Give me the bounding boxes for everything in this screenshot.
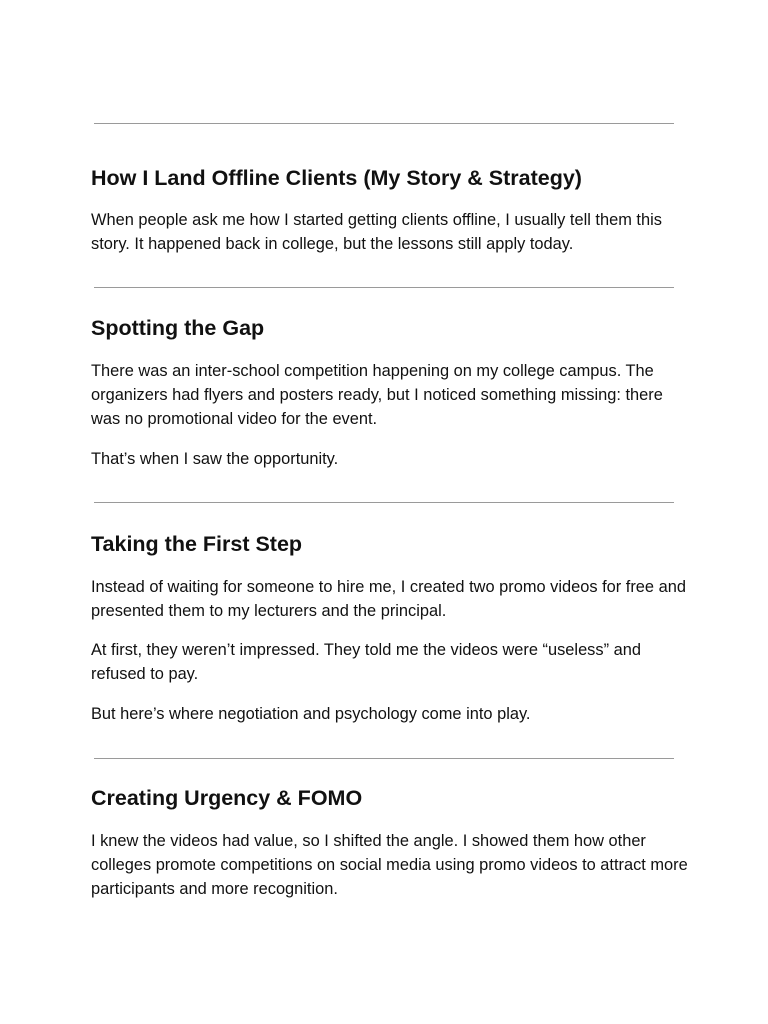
- section-divider: [94, 287, 674, 288]
- paragraph: When people ask me how I started getting clients offline, I usually tell them this story. It happened back in college, but the lessons still apply today.: [91, 211, 662, 253]
- paragraph: I knew the videos had value, so I shifted the angle. I showed them how other colleges promote competitions on social media using promo videos to attract more participants and more recognition.: [91, 832, 688, 898]
- section-heading: How I Land Offline Clients (My Story & Strategy): [91, 166, 582, 190]
- section-heading: Spotting the Gap: [91, 316, 265, 340]
- paragraph: Instead of waiting for someone to hire me, I created two promo videos for free and presented them to my lecturers and the principal.: [91, 578, 686, 620]
- paragraph: But here’s where negotiation and psychology come into play.: [91, 705, 531, 723]
- section-heading: Creating Urgency & FOMO: [91, 786, 363, 810]
- section-heading: Taking the First Step: [91, 532, 303, 556]
- section-divider: [94, 502, 674, 503]
- section-divider: [94, 758, 674, 759]
- paragraph: There was an inter-school competition happening on my college campus. The organizers had flyers and posters ready, but I noticed something missing: there was no promotional video for the event.: [91, 362, 663, 428]
- paragraph: That’s when I saw the opportunity.: [91, 450, 339, 468]
- section-divider: [94, 123, 674, 124]
- paragraph: At first, they weren’t impressed. They told me the videos were “useless” and refused to pay.: [91, 641, 641, 683]
